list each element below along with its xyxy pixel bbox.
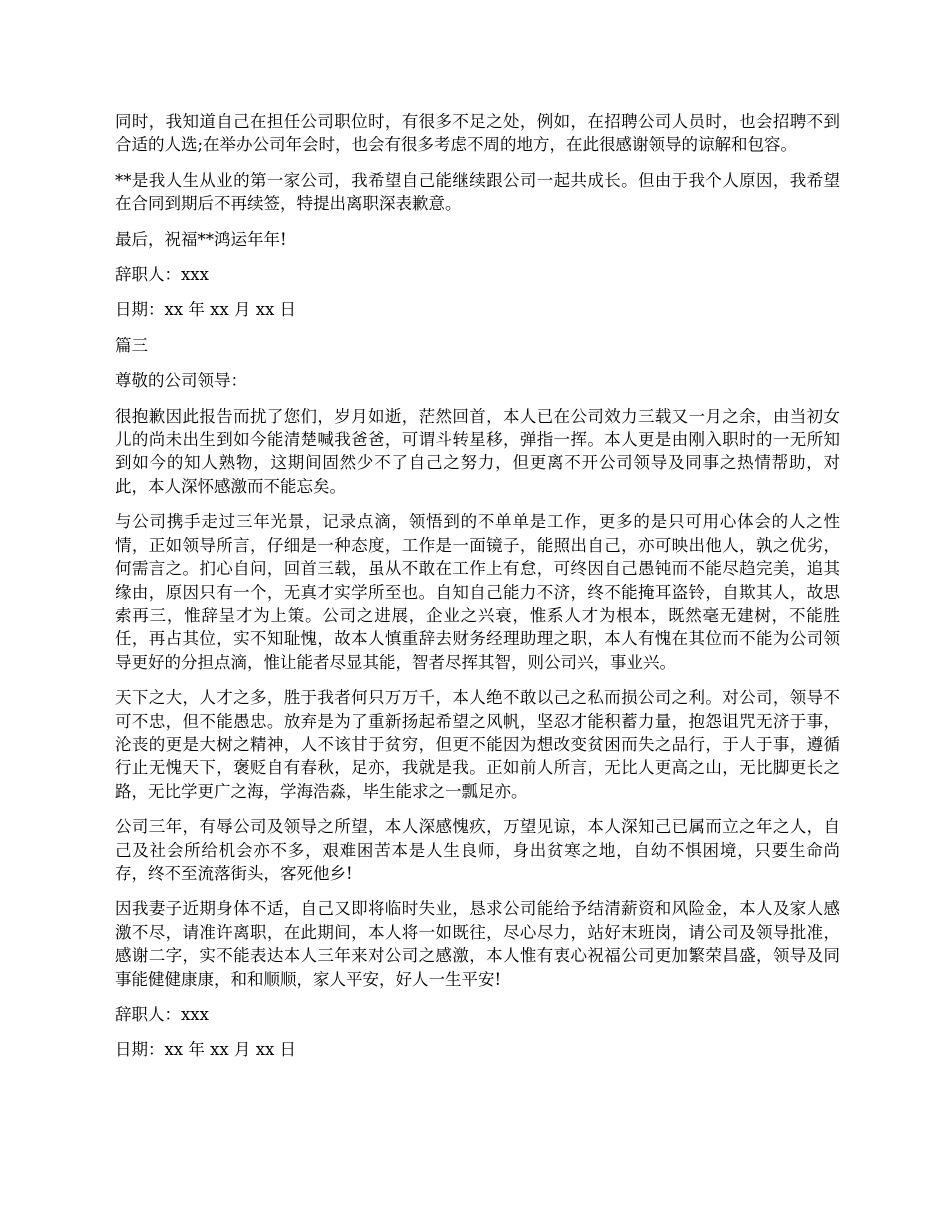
paragraph-contract-not-renewed: **是我人生从业的第一家公司，我希望自己能继续跟公司一起共成长。但由于我个人原因，我希望在合同到期后不再续签，特提出离职深表歉意。 bbox=[115, 170, 840, 214]
paragraph-self-awareness: 公司三年，有辱公司及领导之所望，本人深感愧疚，万望见谅，本人深知己已属而立之年之人，自己及社会所给机会亦不多，艰难困苦本是人生良师，身出贫寒之地，自幼不惧困境，只要生命尚存，终不至流落街头，客死他乡! bbox=[115, 817, 840, 883]
salutation: 尊敬的公司领导： bbox=[115, 371, 247, 391]
signature-resigner-2: 辞职人：xxx bbox=[115, 1005, 209, 1024]
section-heading: 篇三 bbox=[115, 335, 148, 355]
signature-date-2: 日期：xx 年 xx 月 xx 日 bbox=[115, 1040, 297, 1060]
signature-date: 日期：xx 年 xx 月 xx 日 bbox=[115, 300, 297, 320]
paragraph-apology-shortcomings: 同时，我知道自己在担任公司职位时，有很多不足之处，例如，在招聘公司人员时，也会招聘不到合适的人选;在举办公司年会时，也会有很多考虑不周的地方，在此很感谢领导的谅解和包容。 bbox=[115, 112, 840, 155]
paragraph-closing-wish: 最后，祝福**鸿运年年! bbox=[115, 229, 287, 249]
paragraph-opening: 很抱歉因此报告而扰了您们，岁月如逝，茫然回首，本人已在公司效力三载又一月之余，由当初女儿的尚未出生到如今能清楚喊我爸爸，可谓斗转星移，弹指一挥。本人更是由刚入职时的一无所知到如今的知人熟物，这期间固然少不了自己之努力，但更离不开公司领导及同事之热情帮助，对此，本人深怀感激而不能忘矣。 bbox=[115, 406, 840, 496]
document-body bbox=[115, 110, 840, 1074]
signature-resigner: 辞职人：xxx bbox=[115, 265, 209, 285]
paragraph-request-and-blessing: 因我妻子近期身体不适，自己又即将临时失业，恳求公司能给予结清薪资和风险金，本人及家人感激不尽，请准许离职，在此期间，本人将一如既往，尽心尽力，站好末班岗，请公司及领导批准，感谢二字，实不能表达本人三年来对公司之感激，本人惟有衷心祝福公司更加繁荣昌盛，领导及同事能健健康康，和和顺顺，家人平安，好人一生平安! bbox=[115, 899, 840, 989]
paragraph-three-years-reflection: 与公司携手走过三年光景，记录点滴，领悟到的不单单是工作，更多的是只可用心体会的人之性情，正如领导所言，仔细是一种态度，工作是一面镜子，能照出自己，亦可映出他人，孰之优劣，何需言之。扪心自问，回首三载，虽从不敢在工作上有怠，可终因自己愚钝而不能尽趋完美，追其缘由，原因只有一个，无真才实学所至也。自知自己能力不济，终不能掩耳盗铃，自欺其人，故思索再三，惟辞呈才为上策。公司之进展，企业之兴衰，惟系人才为根本，既然毫无建树，不能胜任，再占其位，实不知耻愧，故本人慎重辞去财务经理助理之职，本人有愧在其位而不能为公司领导更好的分担点滴，惟让能者尽显其能，智者尽挥其智，则公司兴，事业兴。 bbox=[115, 512, 840, 672]
paragraph-talent-and-loyalty: 天下之大，人才之多，胜于我者何只万万千，本人绝不敢以己之私而损公司之利。对公司，领导不可不忠，但不能愚忠。放弃是为了重新扬起希望之风帆，坚忍才能积蓄力量，抱怨诅咒无济于事，沦丧的更是大树之精神，人不该甘于贫穷，但更不能因为想改变贫困而失之品行，于人于事，遵循行止无愧天下，褒贬自有春秋，足亦，我就是我。正如前人所言，无比人更高之山，无比脚更长之路，无比学更广之海，学海浩淼，毕生能求之一瓢足亦。 bbox=[115, 688, 840, 801]
